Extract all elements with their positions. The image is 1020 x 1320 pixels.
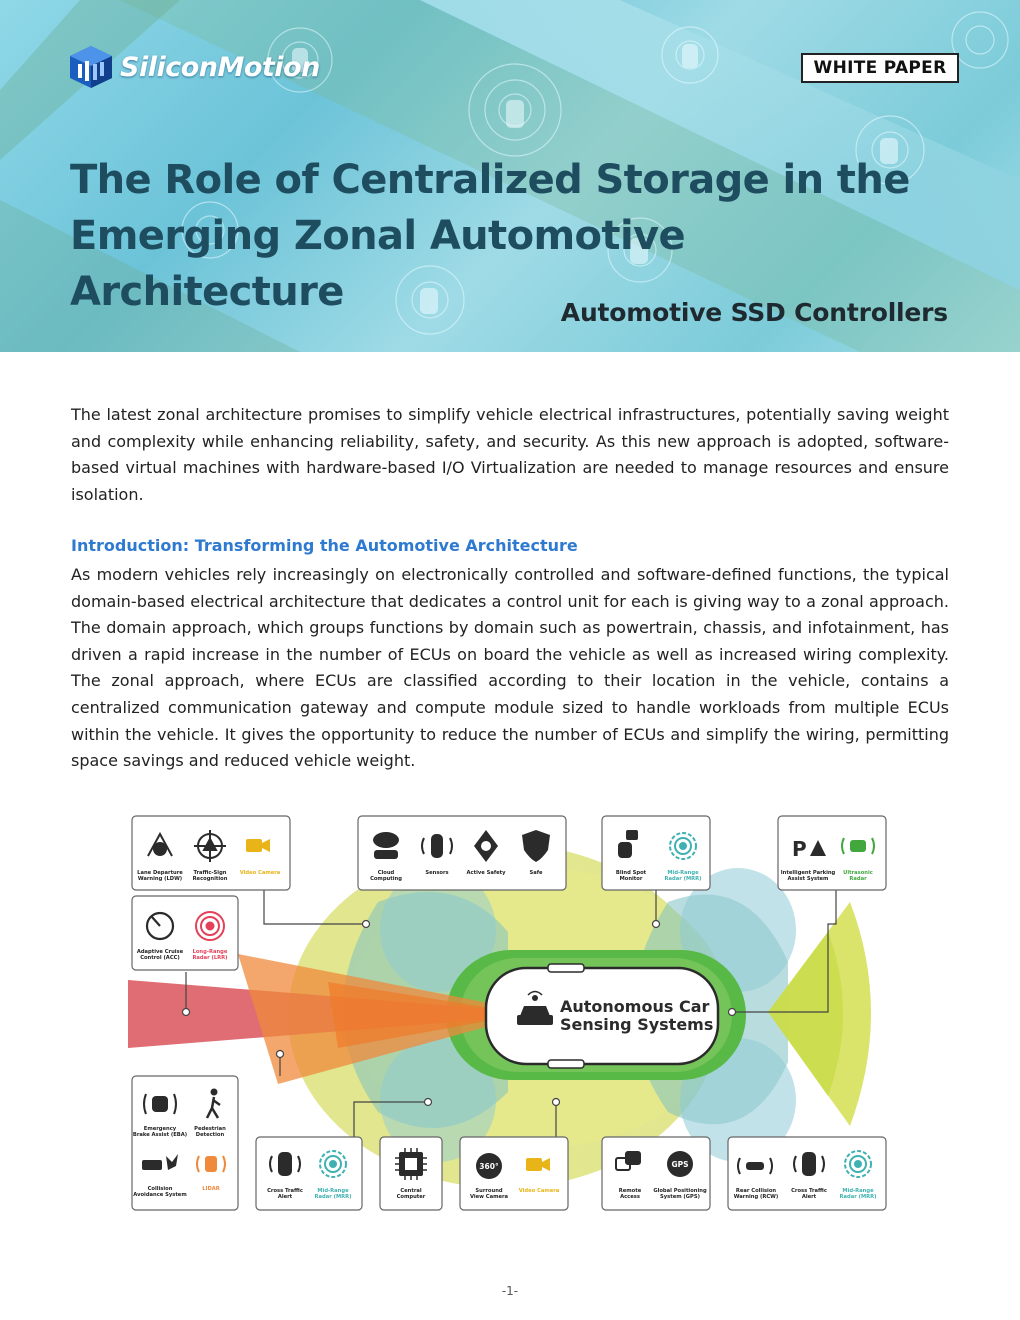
label-cta-r-2: Alert xyxy=(801,1194,817,1200)
label-ped-1: Pedestrian xyxy=(194,1126,226,1132)
white-paper-badge: WHITE PAPER xyxy=(801,53,959,83)
label-remote-1: Remote xyxy=(618,1188,642,1194)
box-cross-traffic-mrr xyxy=(256,1137,362,1210)
label-tsr-2: Recognition xyxy=(192,876,228,882)
hero-banner xyxy=(0,0,1020,352)
label-cta-r-1: Cross Traffic xyxy=(791,1188,827,1194)
label-central-2: Computer xyxy=(396,1194,426,1200)
label-tsr-1: Traffic-Sign xyxy=(193,870,227,876)
label-park-2: Assist System xyxy=(787,876,829,882)
label-lrr-2: Radar (LRR) xyxy=(192,955,228,961)
label-rcw-2: Warning (RCW) xyxy=(733,1194,779,1200)
page-number: -1- xyxy=(501,1284,519,1298)
svg-text:P: P xyxy=(792,837,807,861)
box-parking-ultrasonic xyxy=(778,816,886,890)
label-blind-2: Monitor xyxy=(619,876,643,882)
center-label-line-2: Sensing Systems xyxy=(560,1015,714,1034)
label-remote-2: Access xyxy=(620,1194,640,1200)
box-eba-pedestrian-lidar xyxy=(132,1076,238,1210)
brand-logo[interactable] xyxy=(68,44,320,90)
box-blind-spot xyxy=(602,816,710,890)
label-mrr-2: Radar (MRR) xyxy=(664,876,702,882)
box-cloud-sensors-safety xyxy=(358,816,566,890)
label-eba-2: Brake Assist (EBA) xyxy=(132,1132,188,1138)
label-cta-1: Cross Traffic xyxy=(267,1188,303,1194)
label-blind-1: Blind Spot xyxy=(615,870,647,876)
label-mrr-b-1: Mid-Range xyxy=(317,1188,349,1194)
label-mrr-r-1: Mid-Range xyxy=(842,1188,874,1194)
chip-icon xyxy=(395,1148,427,1180)
long-range-radar-icon xyxy=(196,912,224,940)
brand-name: SiliconMotion xyxy=(120,51,320,83)
label-ped-2: Detection xyxy=(195,1132,225,1138)
label-col-2: Avoidance System xyxy=(133,1192,187,1198)
label-video-camera: Video Camera xyxy=(239,870,281,876)
label-rcw-1: Rear Collision xyxy=(735,1188,777,1194)
box-rcw-cross-mrr xyxy=(728,1137,886,1210)
label-active-safety: Active Safety xyxy=(466,870,506,876)
label-gps-1: Global Positioning xyxy=(653,1188,707,1194)
cloud-car-icon xyxy=(373,832,399,859)
page-subtitle: Automotive SSD Controllers xyxy=(560,298,948,327)
box-lane-traffic-camera xyxy=(132,816,290,890)
label-ultra-1: Ultrasonic xyxy=(843,870,873,876)
label-ldw-1: Lane Departure xyxy=(137,870,183,876)
label-central-1: Central xyxy=(400,1188,422,1194)
sensing-systems-diagram xyxy=(128,812,892,1214)
label-eba-1: Emergency xyxy=(143,1126,177,1132)
label-acc-2: Control (ACC) xyxy=(140,955,180,961)
title-line-2: Emerging Zonal Automotive Architecture xyxy=(70,213,686,315)
label-ldw-2: Warning (LDW) xyxy=(137,876,183,882)
label-surround-2: View Camera xyxy=(469,1194,509,1200)
title-line-1: The Role of Centralized Storage in the xyxy=(70,157,910,203)
section-paragraph: As modern vehicles rely increasingly on electronically controlled and software-defined functions, the typical domain-based electrical architecture that dedicates a control unit for each is giving way to a zonal approach. The domain approach, which groups functions by domain such as powertrain, chassis, and infotainment, has driven a rapid increase in the number of ECUs on board the vehicle as well as increased wiring complexity. The zonal approach, where ECUs are classified according to their location in the vehicle, contains a centralized communication gateway and compute module sized to handle workloads from multiple ECUs within the vehicle. It gives the opportunity to reduce the number of ECUs and simplify the wiring, permitting space savings and reduced vehicle weight. xyxy=(71,565,949,771)
camera-360-icon xyxy=(476,1153,502,1179)
box-surround-view xyxy=(460,1137,568,1210)
gps-icon xyxy=(667,1151,693,1177)
label-cloud-2: Computing xyxy=(370,876,402,882)
label-gps-2: System (GPS) xyxy=(660,1194,700,1200)
label-mrr-b-2: Radar (MRR) xyxy=(314,1194,352,1200)
box-central-computer xyxy=(380,1137,442,1210)
label-surround-1: Surround xyxy=(475,1188,503,1194)
label-ultra-2: Radar xyxy=(849,876,867,882)
section-heading: Introduction: Transforming the Automotive Architecture xyxy=(71,536,578,555)
label-lidar: LIDAR xyxy=(202,1186,220,1192)
center-label-line-1: Autonomous Car xyxy=(560,997,710,1016)
label-cloud-1: Cloud xyxy=(377,870,395,876)
video-camera-icon xyxy=(246,839,270,852)
label-gps-glyph: GPS xyxy=(671,1160,689,1169)
label-mrr-r-2: Radar (MRR) xyxy=(839,1194,877,1200)
label-sensors: Sensors xyxy=(425,870,449,876)
box-remote-gps xyxy=(602,1137,710,1210)
label-safe: Safe xyxy=(529,870,543,876)
page-title xyxy=(70,152,970,320)
label-mrr-1: Mid-Range xyxy=(667,870,699,876)
label-video-camera-2: Video Camera xyxy=(518,1188,560,1194)
label-acc-1: Adaptive Cruise xyxy=(136,949,184,955)
label-park-1: Intelligent Parking xyxy=(780,870,836,876)
label-cta-2: Alert xyxy=(277,1194,293,1200)
video-camera-icon xyxy=(526,1158,550,1171)
box-acc-lrr xyxy=(132,896,238,970)
label-360: 360° xyxy=(479,1162,499,1171)
center-car xyxy=(486,964,718,1068)
intro-paragraph: The latest zonal architecture promises to simplify vehicle electrical infrastructures, potentially saving weight and complexity while enhancing reliability, safety, and security. As this new approach is adopted, software-based virtual machines with hardware-based I/O Virtualization are needed to manage resources and ensure isolation. xyxy=(71,405,949,504)
label-col-1: Collision xyxy=(147,1186,173,1192)
logo-cube-icon xyxy=(68,44,114,90)
label-lrr-1: Long-Range xyxy=(192,949,228,955)
